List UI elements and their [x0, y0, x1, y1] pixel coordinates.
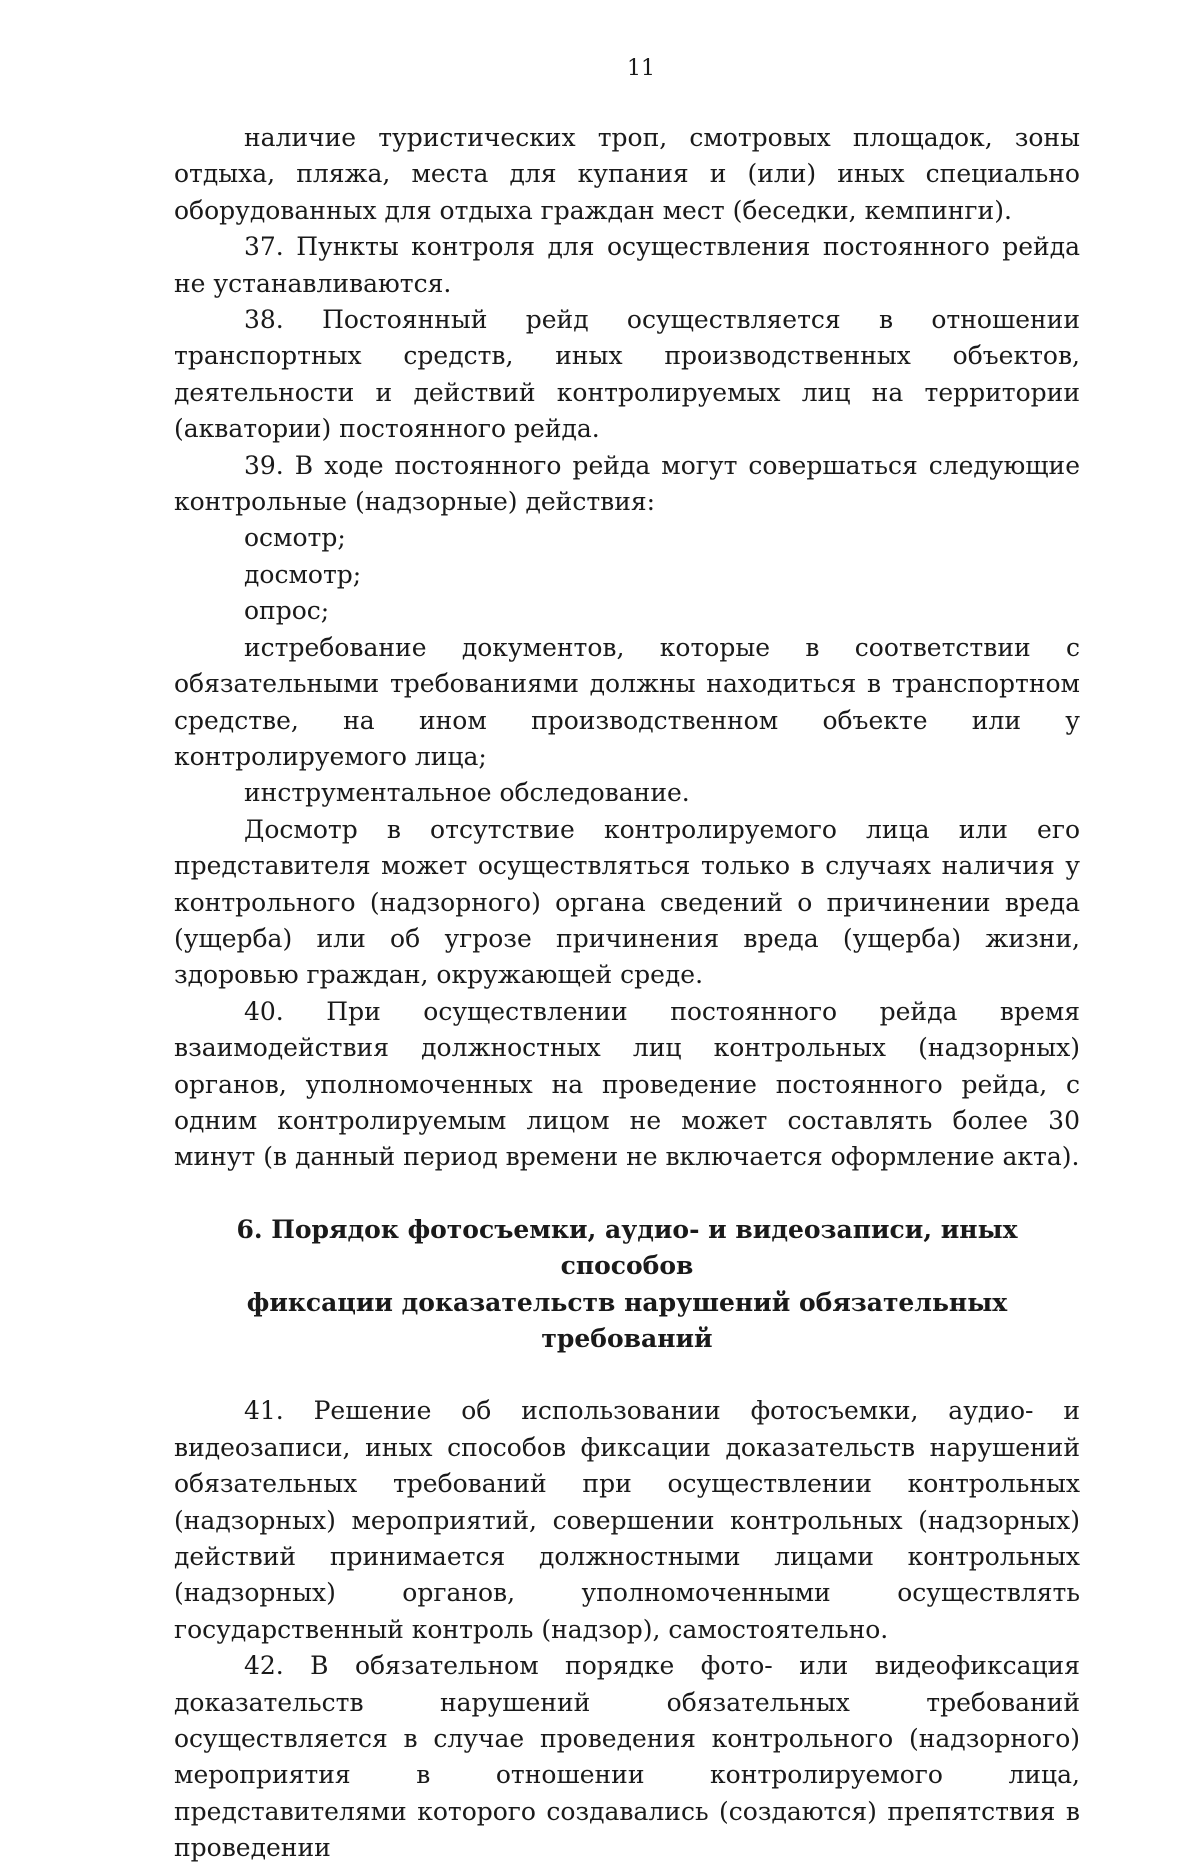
list-item-search: досмотр; — [244, 559, 362, 589]
paragraph-39: 39. В ходе постоянного рейда могут совершаться следующие контрольные (надзорные) действия: — [174, 450, 1080, 517]
section-6-heading-line-1: 6. Порядок фотосъемки, аудио- и видеозаписи, иных способов — [236, 1214, 1018, 1281]
list-item-interview: опрос; — [244, 596, 330, 626]
section-6-heading-line-2: фиксации доказательств нарушений обязательных требований — [246, 1287, 1008, 1353]
list-item-inspection: осмотр; — [244, 523, 346, 553]
document-body — [174, 0, 1080, 1867]
section-6-heading — [174, 1212, 1080, 1358]
page-number: 11 — [627, 56, 655, 81]
paragraph-42: 42. В обязательном порядке фото- или видеофиксация доказательств нарушений обязательных требований осуществляется в случае проведения контрольного (надзорного) мероприятия в отношении контролируемого лица, представителями которого создавались (создаются) препятствия в проведении — [174, 1651, 1080, 1863]
paragraph-37: 37. Пункты контроля для осуществления постоянного рейда не устанавливаются. — [174, 232, 1080, 298]
paragraph-tourism-list-end: наличие туристических троп, смотровых площадок, зоны отдыха, пляжа, места для купания и (или) иных специально оборудованных для отдыха граждан мест (беседки, кемпинги). — [174, 123, 1080, 225]
paragraph-38: 38. Постоянный рейд осуществляется в отношении транспортных средств, иных производственных объектов, деятельности и действий контролируемых лиц на территории (акватории) постоянного рейда. — [174, 305, 1080, 444]
list-item-document-request: истребование документов, которые в соответствии с обязательными требованиями должны находиться в транспортном средстве, на ином производственном объекте или у контролируемого лица; — [174, 632, 1080, 771]
paragraph-search-absence: Досмотр в отсутствие контролируемого лица или его представителя может осуществляться только в случаях наличия у контрольного (надзорного) органа сведений о причинении вреда (ущерба) или об угрозе причинения вреда (ущерба) жизни, здоровью граждан, окружающей среде. — [174, 814, 1080, 990]
paragraph-41: 41. Решение об использовании фотосъемки, аудио- и видеозаписи, иных способов фиксации доказательств нарушений обязательных требований при осуществлении контрольных (надзорных) мероприятий, совершении контрольных (надзорных) действий принимается должностными лицами контрольных (надзорных) органов, уполномоченными осуществлять государственный контроль (надзор), самостоятельно. — [174, 1396, 1080, 1644]
list-item-instrumental-examination: инструментальное обследование. — [244, 778, 690, 808]
paragraph-40: 40. При осуществлении постоянного рейда время взаимодействия должностных лиц контрольных (надзорных) органов, уполномоченных на проведение постоянного рейда, с одним контролируемым лицом не может составлять более 30 минут (в данный период времени не включается оформление акта). — [174, 996, 1080, 1172]
